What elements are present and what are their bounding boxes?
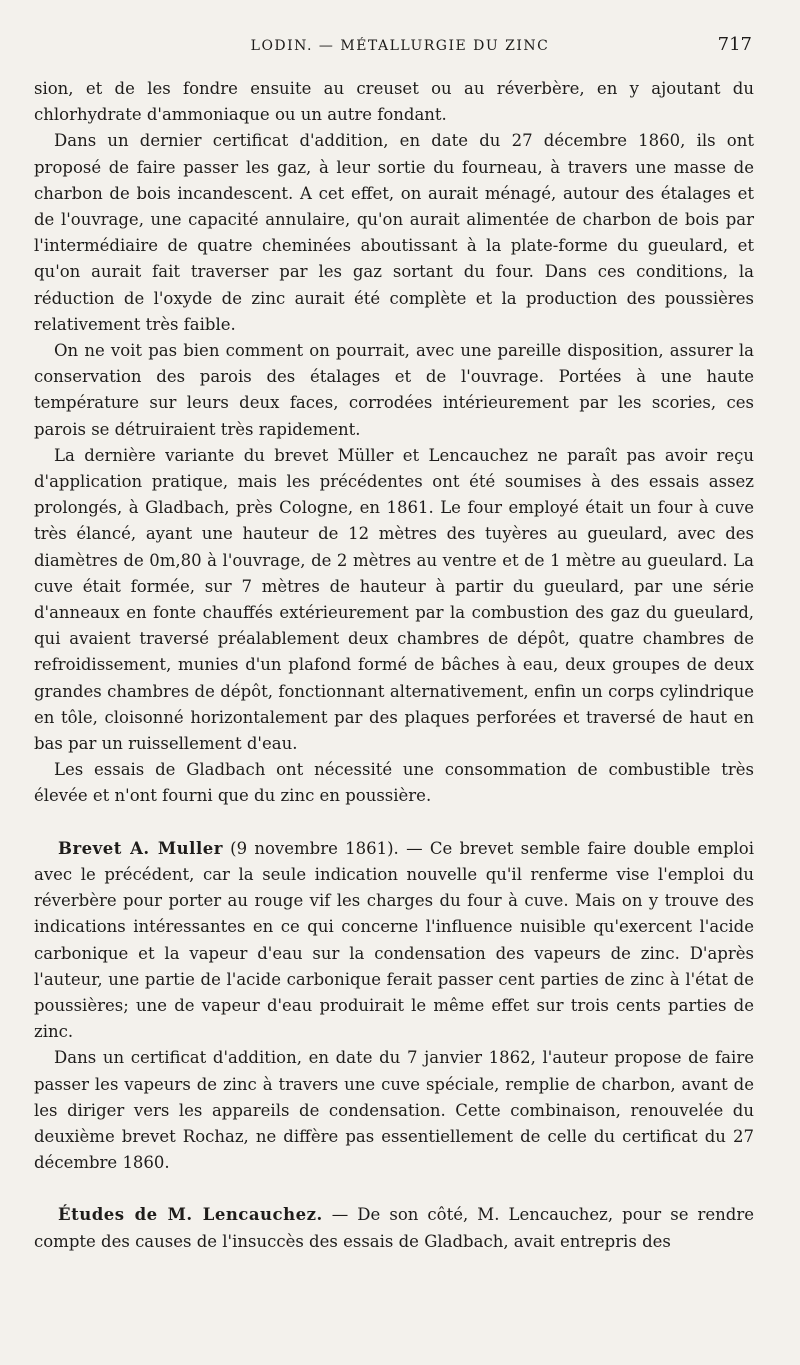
page-header xyxy=(0,32,800,62)
section-etudes-lencauchez xyxy=(34,1202,754,1254)
paragraph-gladbach-essais: La dernière variante du brevet Müller et Lencauchez ne paraît pas avoir reçu d'application pratique, mais les précédentes ont été soumises à des essais assez prolongés, à Gladbach, près Cologne, en 1861. Le four employé était un four à cuve très élancé, ayant une hauteur de 12 mètres des tuyères au gueulard, avec des diamètres de 0m,80 à l'ouvrage, de 2 mètres au ventre et de 1 mètre au gueulard. La cuve était formée, sur 7 mètres de hauteur à partir du gueulard, par une série d'anneaux en fonte chauffés extérieurement par la combustion des gaz du gueulard, qui avaient traversé préalablement deux chambres de dépôt, quatre chambres de refroidissement, munies d'un plafond formé de bâches à eau, deux groupes de deux grandes chambres de dépôt, fonctionnant alternativement, enfin un corps cylindrique en tôle, cloisonné horizontalement par des plaques perforées et traversé de haut en bas par un ruissellement d'eau. xyxy=(34,445,754,754)
paragraph-critique: On ne voit pas bien comment on pourrait, avec une pareille disposition, assurer la conservation des parois des étalages et de l'ouvrage. Portées à une haute température sur leurs deux faces, corrodées intérieurement par les scories, ces parois se détruiraient très rapidement. xyxy=(34,341,754,439)
body-text xyxy=(34,76,754,1255)
paragraph-certificat-addition: Dans un dernier certificat d'addition, en date du 27 décembre 1860, ils ont proposé de faire passer les gaz, à leur sortie du fourneau, à travers une masse de charbon de bois incandescent. A cet effet, on aurait ménagé, autour des étalages et de l'ouvrage, une capacité annulaire, qu'on aurait alimentée de charbon de bois par l'intermédiaire de quatre cheminées aboutissant à la plate-forme du gueulard, et qu'on aurait fait traverser par les gaz sortant du four. Dans ces conditions, la réduction de l'oxyde de zinc aurait été complète et la production des poussières relativement très faible. xyxy=(34,131,754,334)
running-head: LODIN. — MÉTALLURGIE DU ZINC xyxy=(250,38,550,54)
section-brevet-muller xyxy=(34,836,754,1046)
section-heading-lencauchez: Études de M. Lencauchez. xyxy=(58,1205,323,1225)
paragraph-continuation: sion, et de les fondre ensuite au creuset ou au réverbère, en y ajoutant du chlorhydrate d'ammoniaque ou un autre fondant. xyxy=(34,79,754,125)
paragraph-muller-addition: Dans un certificat d'addition, en date du 7 janvier 1862, l'auteur propose de faire passer les vapeurs de zinc à travers une cuve spéciale, remplie de charbon, avant de les diriger vers les appareils de condensation. Cette combinaison, renouvelée du deuxième brevet Rochaz, ne diffère pas essentiellement de celle du certificat du 27 décembre 1860. xyxy=(34,1048,754,1173)
paragraph-gladbach-conclusion: Les essais de Gladbach ont nécessité une consommation de combustible très élevée et n'ont fourni que du zinc en poussière. xyxy=(34,760,754,806)
section-heading-muller: Brevet A. Muller xyxy=(58,838,223,858)
section-text-muller: (9 novembre 1861). — Ce brevet semble faire double emploi avec le précédent, car la seule indication nouvelle qu'il renferme vise l'emploi du réverbère pour porter au rouge vif les charges du four à cuve. Mais on y trouve des indications intéressantes en ce qui concerne l'influence nuisible qu'exercent l'acide carbonique et la vapeur d'eau sur la condensation des vapeurs de zinc. D'après l'auteur, une partie de l'acide carbonique ferait passer cent parties de zinc à l'état de poussières; une de vapeur d'eau produirait le même effet sur trois cents parties de zinc. xyxy=(34,838,754,1042)
page-number: 717 xyxy=(717,34,752,55)
section-text-lencauchez: — De son côté, M. Lencauchez, pour se rendre compte des causes de l'insuccès des essais de Gladbach, avait entrepris des xyxy=(34,1205,754,1251)
